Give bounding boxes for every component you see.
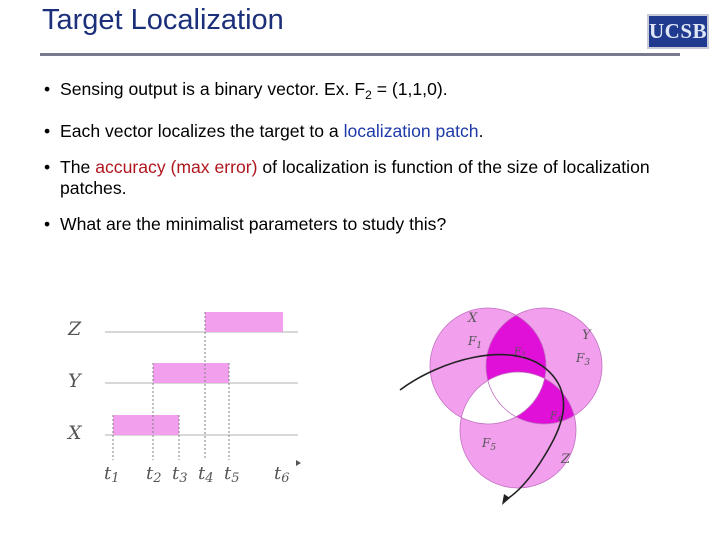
time-label-t3: t3: [172, 463, 188, 486]
row-label-z: Z: [68, 318, 82, 340]
time-label-t1: t1: [104, 463, 120, 486]
bullet-1: • Sensing output is a binary vector. Ex. $F_2 = (1,1,0)$.: [44, 79, 448, 102]
bullet-4: • What are the minimalist parameters to study this?: [44, 214, 447, 234]
localization-patch-term: localization patch: [343, 121, 479, 141]
bullet-dot: •: [44, 79, 51, 99]
set-label-z: Z: [561, 452, 571, 467]
bullet-2: • Each vector localizes the target to a localization patch.: [44, 121, 484, 141]
time-label-t6: t6: [274, 463, 290, 486]
time-label-t4: t4: [198, 463, 214, 486]
region-label-f3: $F_3$: [576, 351, 591, 368]
trajectory-arrowhead: [502, 494, 510, 505]
time-label-t2: t2: [146, 463, 162, 486]
set-label-y: Y: [582, 328, 591, 343]
region-label-f4: $F_4$: [550, 411, 562, 423]
row-label-y: Y: [68, 370, 81, 392]
time-label-t5: t5: [224, 463, 240, 486]
bullet-3: • The accuracy (max error) of localization is function of the size of localization patches.: [44, 157, 650, 198]
bullet-dot: •: [44, 157, 51, 177]
region-label-f1: $F_1$: [468, 334, 483, 351]
logo-text: UCSB: [648, 19, 708, 43]
bullet-dot: •: [44, 214, 51, 234]
region-label-f2: $F_2$: [514, 347, 526, 359]
row-label-x: X: [68, 422, 82, 444]
slide-title: Target Localization: [42, 4, 284, 36]
set-label-x: X: [468, 311, 478, 326]
bullet-dot: •: [44, 121, 51, 141]
accuracy-term: accuracy (max error): [95, 157, 258, 177]
region-label-f5: $F_5$: [482, 436, 497, 453]
